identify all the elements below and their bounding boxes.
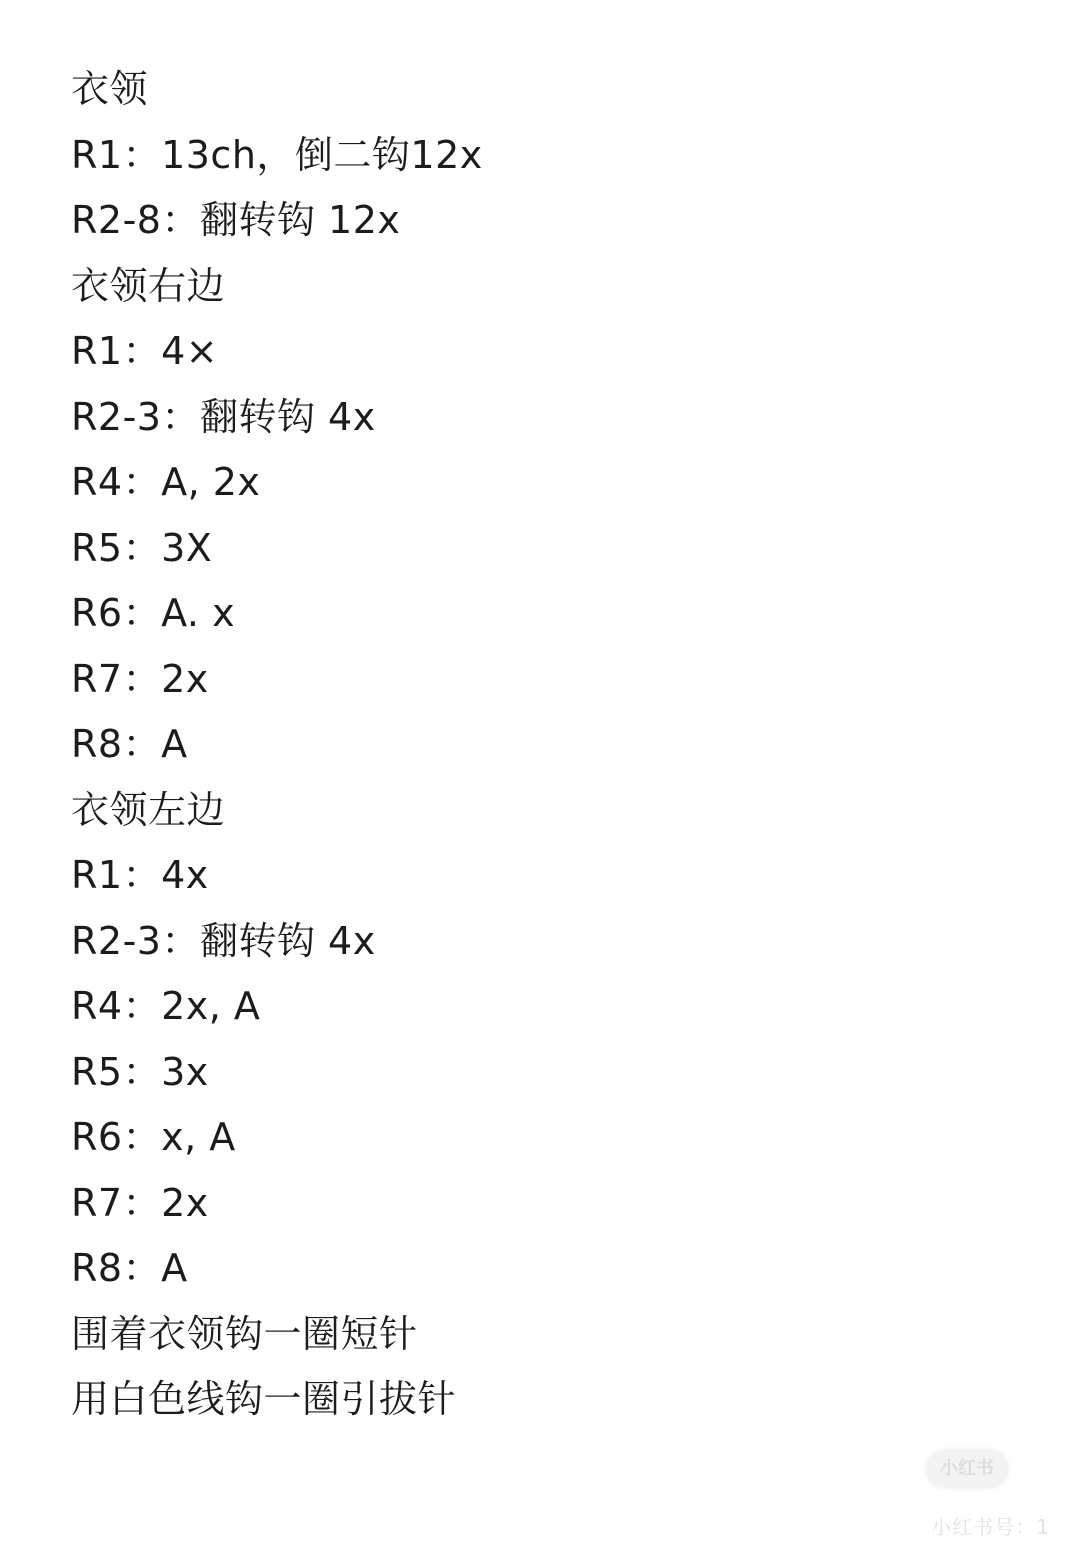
instruction-line: R1：4× xyxy=(71,329,219,373)
instruction-line: R2-3：翻转钩 4x xyxy=(71,394,376,439)
finishing-instruction: 围着衣领钩一圈短针 xyxy=(71,1311,418,1356)
watermark-logo: 小红书 xyxy=(926,1450,1008,1488)
instruction-line: R1：13ch，倒二钩12x xyxy=(71,132,483,177)
pattern-note xyxy=(71,57,1031,1433)
instruction-line: R2-8：翻转钩 12x xyxy=(71,198,401,242)
instruction-line: R6：A. x xyxy=(71,591,236,635)
instruction-line: R1：4x xyxy=(71,853,209,897)
section-title-left-side: 衣领左边 xyxy=(71,787,226,832)
watermark xyxy=(750,1450,1050,1540)
instruction-line: R7：2x xyxy=(71,656,209,701)
instruction-line: R4：A, 2x xyxy=(71,460,261,504)
section-title-collar: 衣领 xyxy=(71,67,149,111)
instruction-line: R4：2x, A xyxy=(71,984,261,1028)
instruction-line: R8：A xyxy=(71,1246,188,1290)
instruction-line: R8：A xyxy=(71,722,188,766)
instruction-line: R5：3X xyxy=(71,525,213,570)
instruction-line: R5：3x xyxy=(71,1049,209,1094)
instruction-line: R6：x, A xyxy=(71,1115,236,1159)
section-title-right-side: 衣领右边 xyxy=(71,263,226,308)
watermark-id: 小红书号：1 xyxy=(931,1515,1050,1539)
instruction-line: R7：2x xyxy=(71,1180,209,1225)
finishing-instruction: 用白色线钩一圈引拔针 xyxy=(71,1377,457,1421)
instruction-line: R2-3：翻转钩 4x xyxy=(71,918,376,963)
